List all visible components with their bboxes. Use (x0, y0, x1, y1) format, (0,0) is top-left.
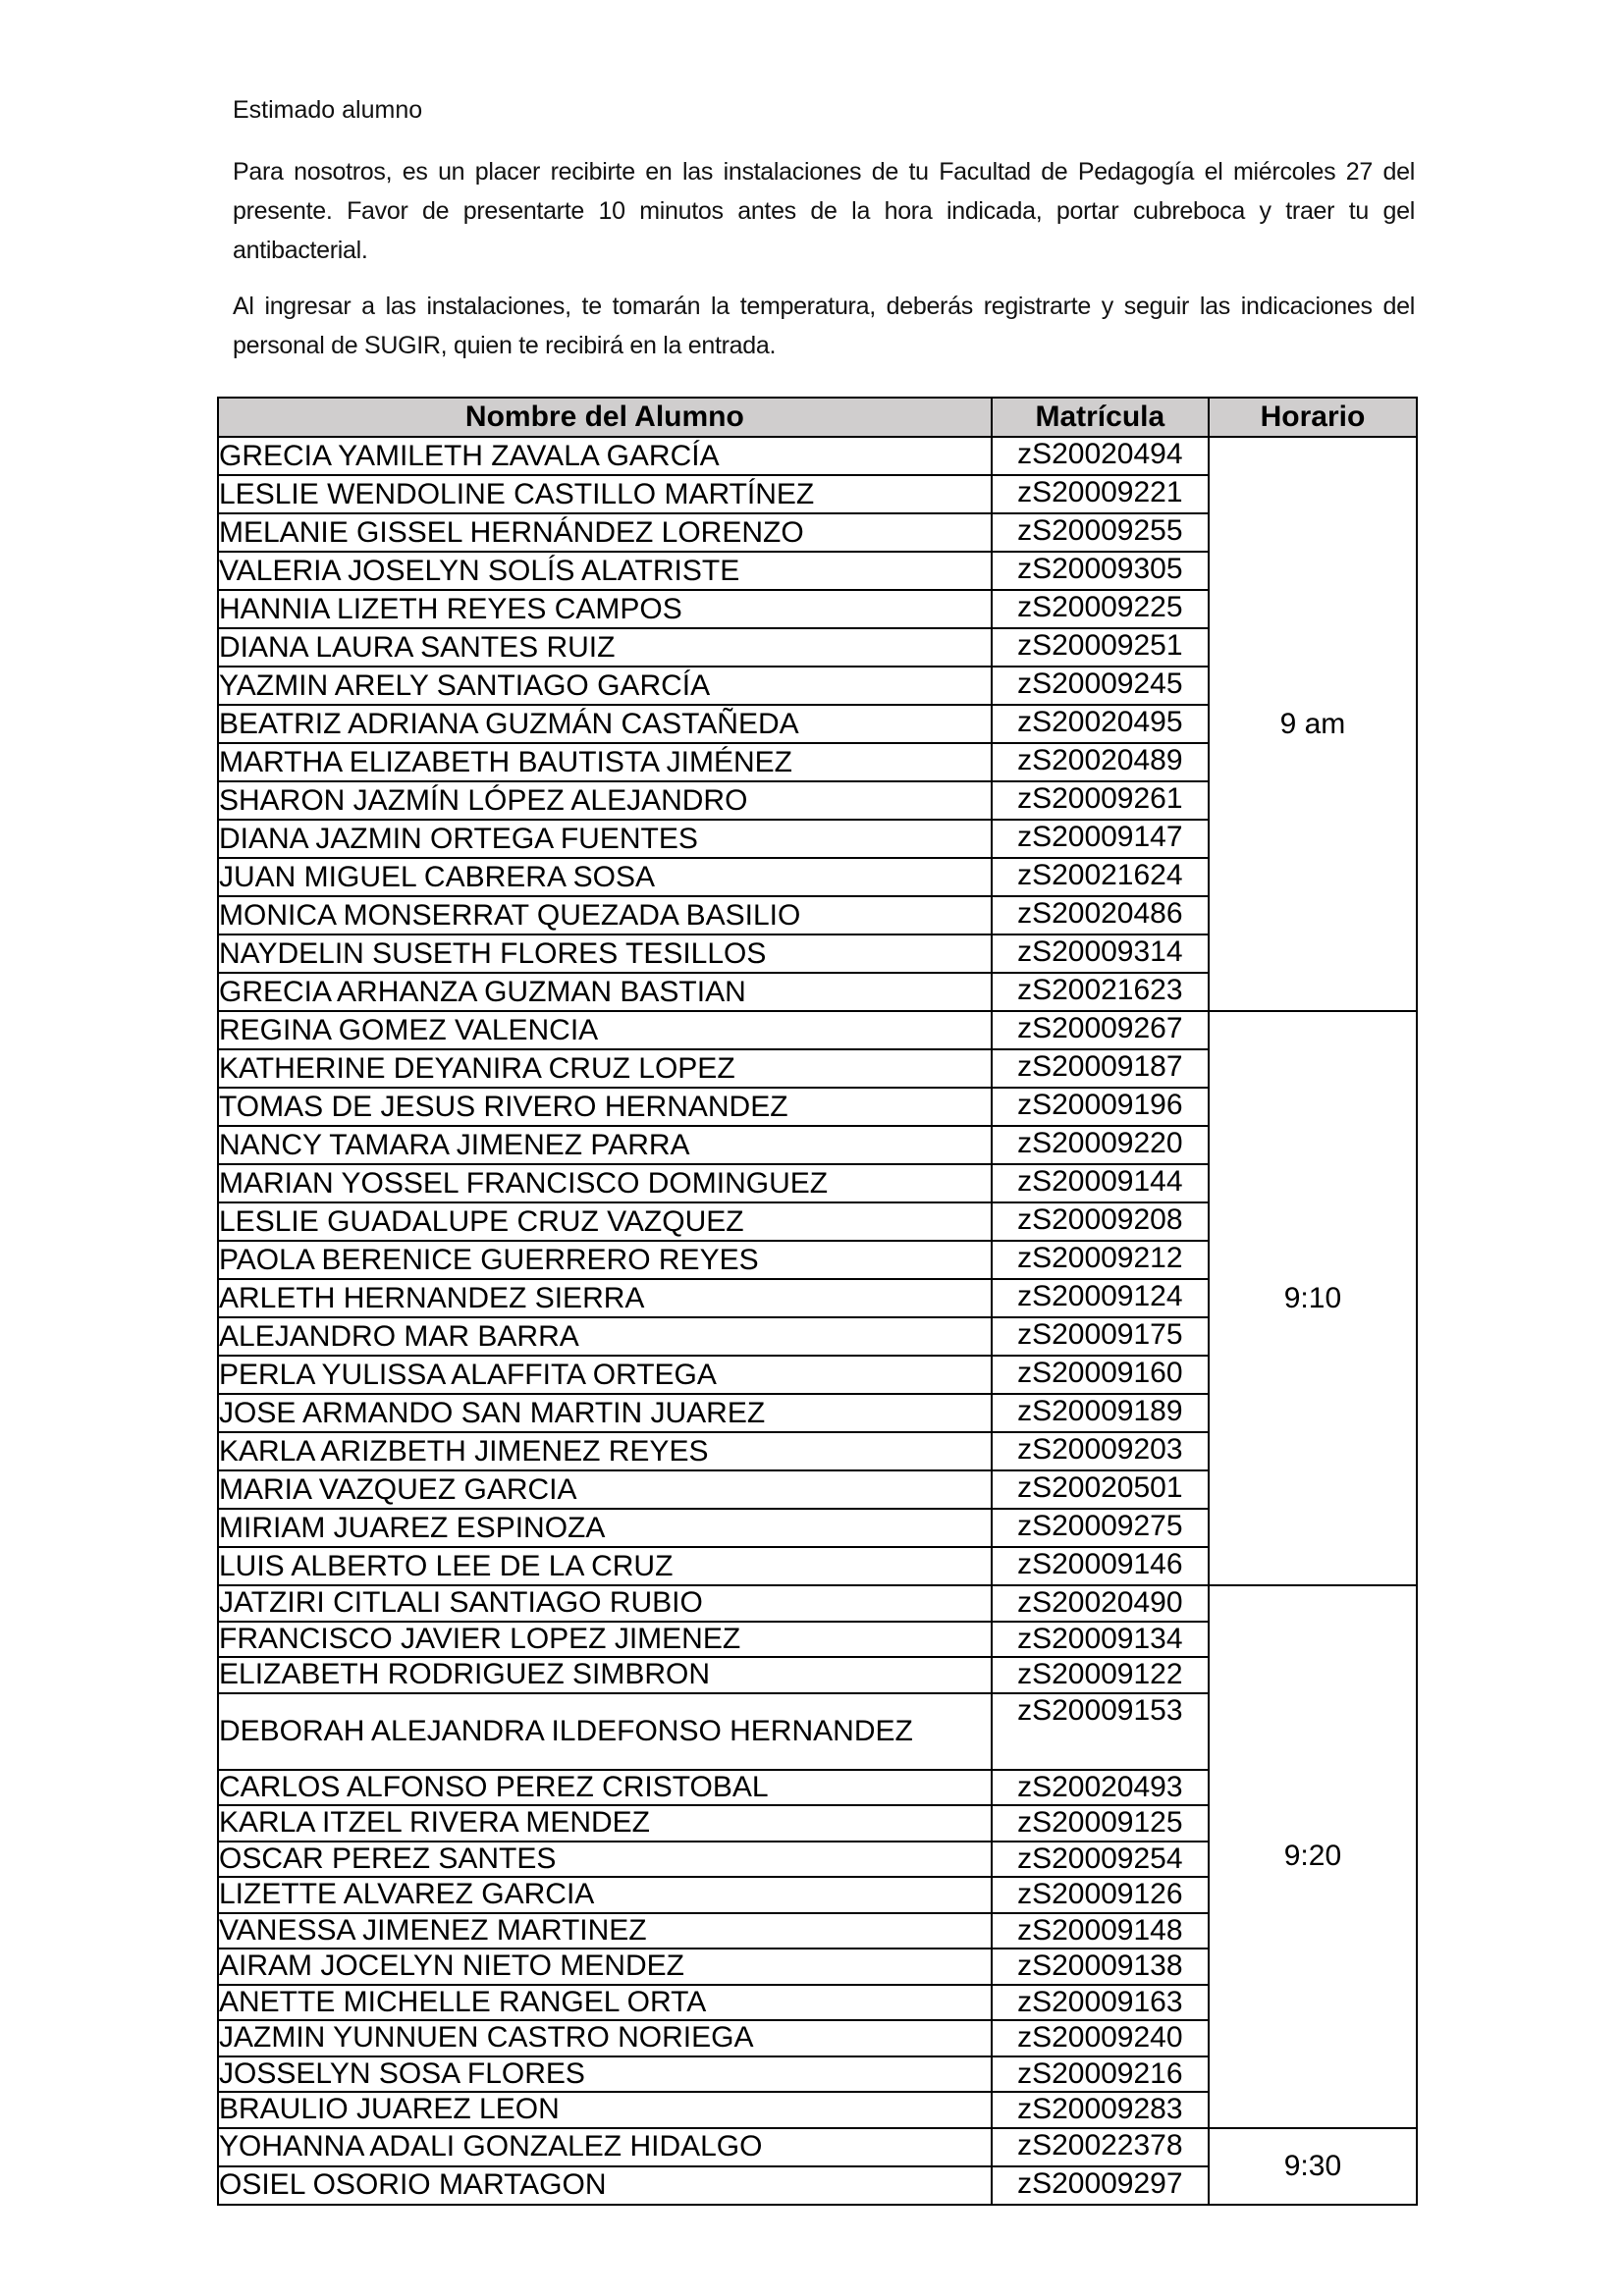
student-name: REGINA GOMEZ VALENCIA (218, 1011, 992, 1049)
student-matricula: zS20009144 (992, 1164, 1209, 1202)
student-name: MELANIE GISSEL HERNÁNDEZ LORENZO (218, 513, 992, 552)
student-name: MIRIAM JUAREZ ESPINOZA (218, 1509, 992, 1547)
column-header-matricula: Matrícula (992, 398, 1209, 437)
student-name: DEBORAH ALEJANDRA ILDEFONSO HERNANDEZ (218, 1693, 992, 1770)
student-name: JUAN MIGUEL CABRERA SOSA (218, 858, 992, 896)
student-matricula: zS20009124 (992, 1279, 1209, 1317)
student-name: OSIEL OSORIO MARTAGON (218, 2166, 992, 2205)
student-matricula: zS20020495 (992, 705, 1209, 743)
student-name: FRANCISCO JAVIER LOPEZ JIMENEZ (218, 1622, 992, 1658)
student-name: LUIS ALBERTO LEE DE LA CRUZ (218, 1547, 992, 1585)
student-name: MARTHA ELIZABETH BAUTISTA JIMÉNEZ (218, 743, 992, 781)
student-name: CARLOS ALFONSO PEREZ CRISTOBAL (218, 1770, 992, 1806)
student-matricula: zS20022378 (992, 2128, 1209, 2166)
student-name: JOSE ARMANDO SAN MARTIN JUAREZ (218, 1394, 992, 1432)
student-matricula: zS20009255 (992, 513, 1209, 552)
student-matricula: zS20009134 (992, 1622, 1209, 1658)
student-matricula: zS20009283 (992, 2092, 1209, 2128)
column-header-horario: Horario (1209, 398, 1417, 437)
student-name: MARIA VAZQUEZ GARCIA (218, 1470, 992, 1509)
student-name: YAZMIN ARELY SANTIAGO GARCÍA (218, 667, 992, 705)
student-name: PERLA YULISSA ALAFFITA ORTEGA (218, 1356, 992, 1394)
student-matricula: zS20009305 (992, 552, 1209, 590)
student-matricula: zS20009160 (992, 1356, 1209, 1394)
table-row (218, 437, 1417, 475)
student-matricula: zS20009148 (992, 1913, 1209, 1949)
student-name: DIANA LAURA SANTES RUIZ (218, 628, 992, 667)
student-schedule-table (217, 397, 1418, 2206)
student-matricula: zS20009163 (992, 1985, 1209, 2021)
student-matricula: zS20009220 (992, 1126, 1209, 1164)
student-matricula: zS20009126 (992, 1877, 1209, 1913)
student-matricula: zS20020489 (992, 743, 1209, 781)
student-name: DIANA JAZMIN ORTEGA FUENTES (218, 820, 992, 858)
student-name: BRAULIO JUAREZ LEON (218, 2092, 992, 2128)
student-name: LIZETTE ALVAREZ GARCIA (218, 1877, 992, 1913)
schedule-time: 9:10 (1209, 1011, 1417, 1585)
student-matricula: zS20009251 (992, 628, 1209, 667)
student-name: SHARON JAZMÍN LÓPEZ ALEJANDRO (218, 781, 992, 820)
student-name: NANCY TAMARA JIMENEZ PARRA (218, 1126, 992, 1164)
table-body (218, 437, 1417, 2205)
intro-paragraph: Para nosotros, es un placer recibirte en las instalaciones de tu Facultad de Pedagogía el miércoles 27 del presente. Favor de presentarte 10 minutos antes de la hora indicada, portar cubreboca y traer tu gel antibacterial. (233, 158, 1415, 264)
student-name: MARIAN YOSSEL FRANCISCO DOMINGUEZ (218, 1164, 992, 1202)
table-row (218, 1011, 1417, 1049)
schedule-time: 9:30 (1209, 2128, 1417, 2205)
student-matricula: zS20009153 (992, 1693, 1209, 1770)
table-row (218, 2128, 1417, 2166)
table-row (218, 1585, 1417, 1622)
student-matricula: zS20021623 (992, 973, 1209, 1011)
student-name: GRECIA YAMILETH ZAVALA GARCÍA (218, 437, 992, 475)
column-header-name: Nombre del Alumno (218, 398, 992, 437)
student-matricula: zS20020490 (992, 1585, 1209, 1622)
schedule-time: 9:20 (1209, 1585, 1417, 2128)
student-matricula: zS20009267 (992, 1011, 1209, 1049)
student-matricula: zS20009138 (992, 1949, 1209, 1985)
student-matricula: zS20009125 (992, 1805, 1209, 1842)
student-matricula: zS20009212 (992, 1241, 1209, 1279)
student-name: NAYDELIN SUSETH FLORES TESILLOS (218, 934, 992, 973)
instructions-paragraph: Al ingresar a las instalaciones, te tomarán la temperatura, deberás registrarte y seguir las indicaciones del personal de SUGIR, quien te recibirá en la entrada. (233, 293, 1415, 359)
student-name: KARLA ARIZBETH JIMENEZ REYES (218, 1432, 992, 1470)
student-matricula: zS20009196 (992, 1088, 1209, 1126)
student-matricula: zS20009187 (992, 1049, 1209, 1088)
student-matricula: zS20009275 (992, 1509, 1209, 1547)
student-matricula: zS20009254 (992, 1842, 1209, 1878)
schedule-time: 9 am (1209, 437, 1417, 1011)
student-matricula: zS20020493 (992, 1770, 1209, 1806)
student-matricula: zS20020486 (992, 896, 1209, 934)
student-name: GRECIA ARHANZA GUZMAN BASTIAN (218, 973, 992, 1011)
student-matricula: zS20009225 (992, 590, 1209, 628)
student-matricula: zS20009147 (992, 820, 1209, 858)
table-header-row (218, 398, 1417, 437)
student-matricula: zS20009146 (992, 1547, 1209, 1585)
student-name: JATZIRI CITLALI SANTIAGO RUBIO (218, 1585, 992, 1622)
student-matricula: zS20009189 (992, 1394, 1209, 1432)
student-matricula: zS20009203 (992, 1432, 1209, 1470)
student-name: ANETTE MICHELLE RANGEL ORTA (218, 1985, 992, 2021)
student-matricula: zS20021624 (992, 858, 1209, 896)
student-matricula: zS20009175 (992, 1317, 1209, 1356)
student-name: PAOLA BERENICE GUERRERO REYES (218, 1241, 992, 1279)
student-name: AIRAM JOCELYN NIETO MENDEZ (218, 1949, 992, 1985)
student-matricula: zS20009240 (992, 2020, 1209, 2056)
student-matricula: zS20009221 (992, 475, 1209, 513)
student-name: VANESSA JIMENEZ MARTINEZ (218, 1913, 992, 1949)
student-name: KATHERINE DEYANIRA CRUZ LOPEZ (218, 1049, 992, 1088)
student-matricula: zS20009216 (992, 2056, 1209, 2093)
student-name: VALERIA JOSELYN SOLÍS ALATRISTE (218, 552, 992, 590)
student-matricula: zS20020494 (992, 437, 1209, 475)
student-name: KARLA ITZEL RIVERA MENDEZ (218, 1805, 992, 1842)
student-matricula: zS20009208 (992, 1202, 1209, 1241)
student-name: JAZMIN YUNNUEN CASTRO NORIEGA (218, 2020, 992, 2056)
student-name: ELIZABETH RODRIGUEZ SIMBRON (218, 1657, 992, 1693)
student-name: ARLETH HERNANDEZ SIERRA (218, 1279, 992, 1317)
greeting: Estimado alumno (233, 96, 423, 124)
student-name: TOMAS DE JESUS RIVERO HERNANDEZ (218, 1088, 992, 1126)
student-name: ALEJANDRO MAR BARRA (218, 1317, 992, 1356)
student-matricula: zS20009297 (992, 2166, 1209, 2205)
student-name: YOHANNA ADALI GONZALEZ HIDALGO (218, 2128, 992, 2166)
student-name: LESLIE GUADALUPE CRUZ VAZQUEZ (218, 1202, 992, 1241)
student-matricula: zS20009261 (992, 781, 1209, 820)
student-name: HANNIA LIZETH REYES CAMPOS (218, 590, 992, 628)
student-name: OSCAR PEREZ SANTES (218, 1842, 992, 1878)
student-matricula: zS20009314 (992, 934, 1209, 973)
student-name: BEATRIZ ADRIANA GUZMÁN CASTAÑEDA (218, 705, 992, 743)
student-matricula: zS20009122 (992, 1657, 1209, 1693)
student-name: LESLIE WENDOLINE CASTILLO MARTÍNEZ (218, 475, 992, 513)
student-name: MONICA MONSERRAT QUEZADA BASILIO (218, 896, 992, 934)
student-name: JOSSELYN SOSA FLORES (218, 2056, 992, 2093)
student-matricula: zS20009245 (992, 667, 1209, 705)
student-matricula: zS20020501 (992, 1470, 1209, 1509)
